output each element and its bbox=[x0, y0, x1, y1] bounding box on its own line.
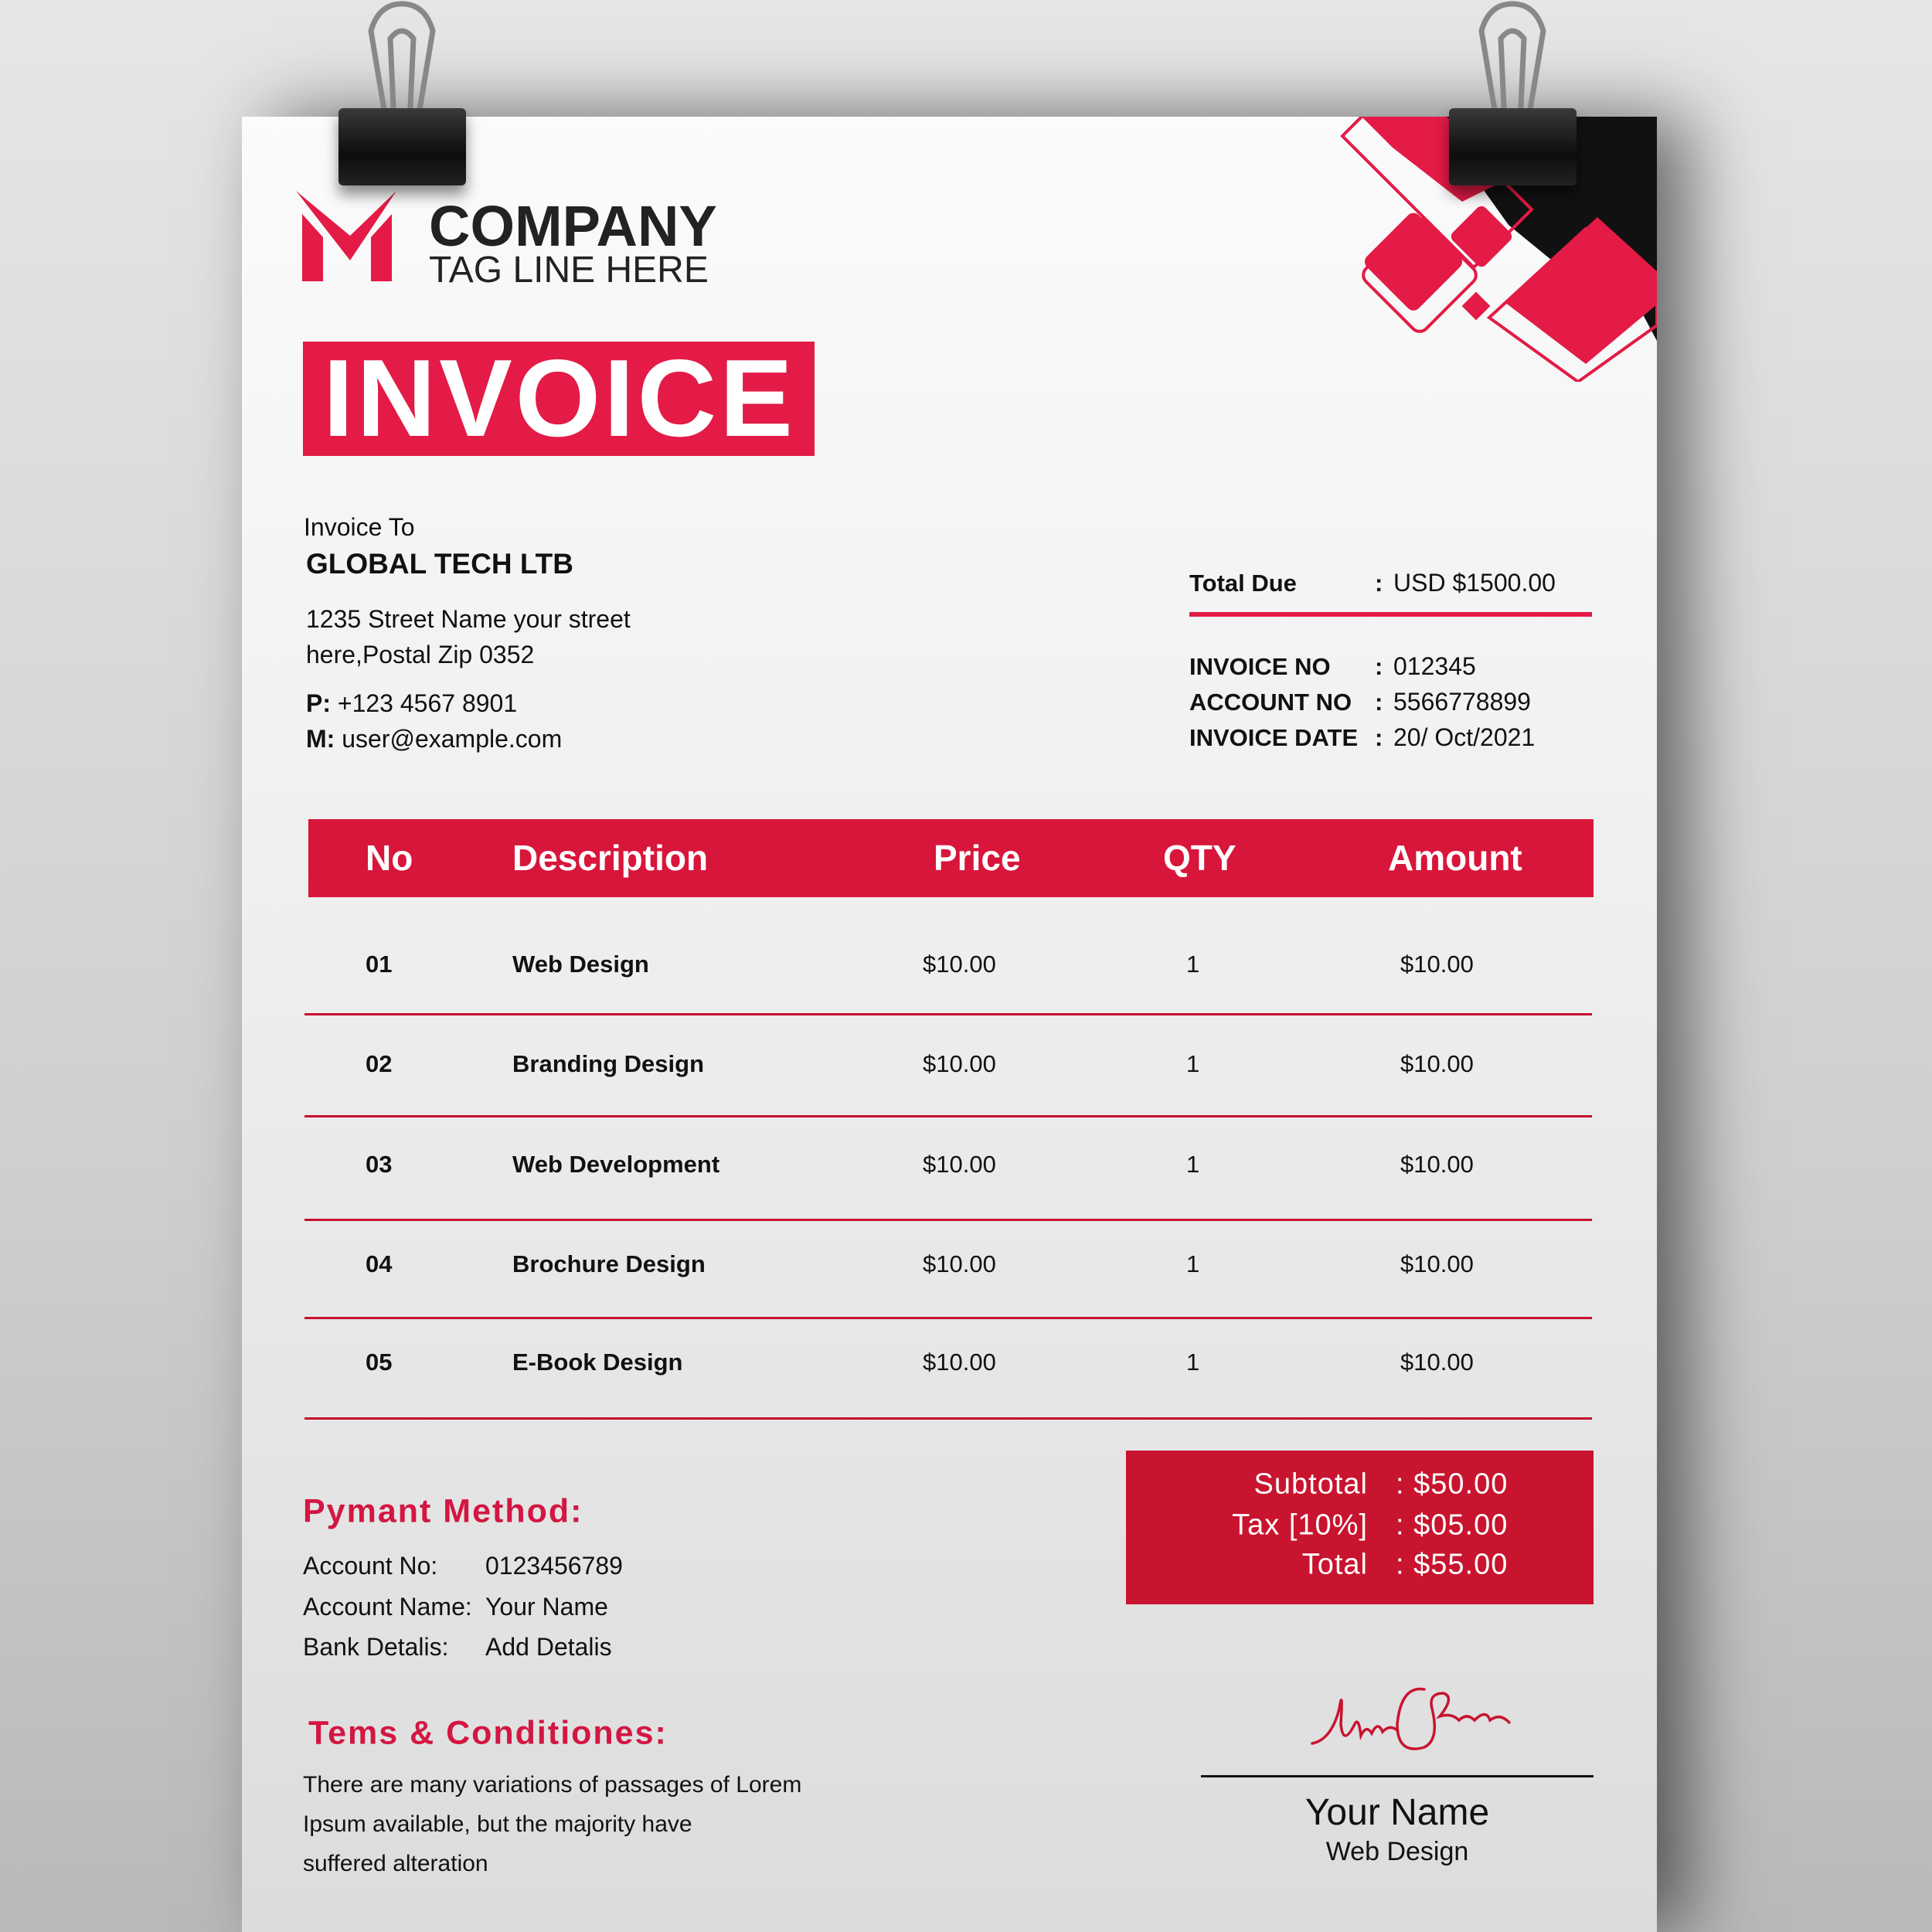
row-divider bbox=[304, 1115, 1592, 1117]
row-amount: $10.00 bbox=[1400, 1151, 1474, 1178]
row-description: Web Development bbox=[512, 1151, 720, 1178]
company-tagline: TAG LINE HERE bbox=[429, 250, 709, 291]
invoice-date-label: INVOICE DATE bbox=[1189, 724, 1359, 751]
client-phone bbox=[306, 689, 517, 718]
total-due-underline bbox=[1189, 612, 1592, 617]
row-divider bbox=[304, 1013, 1592, 1015]
email-label: M: bbox=[306, 725, 335, 753]
terms-title: Tems & Conditiones: bbox=[308, 1714, 668, 1752]
clip-wire-icon bbox=[1466, 0, 1559, 124]
company-name: COMPANY bbox=[429, 194, 717, 258]
tax-label: Tax [10%] bbox=[1232, 1509, 1368, 1542]
phone-label: P: bbox=[306, 689, 331, 717]
row-qty: 1 bbox=[1186, 1151, 1200, 1178]
row-number: 03 bbox=[366, 1151, 393, 1178]
payment-account-no-label: Account No: bbox=[303, 1552, 438, 1580]
row-number: 05 bbox=[366, 1349, 393, 1376]
colon: : bbox=[1375, 570, 1383, 597]
phone-value: +123 4567 8901 bbox=[337, 689, 518, 717]
payment-account-name-label: Account Name: bbox=[303, 1593, 472, 1621]
total-due-value: USD $1500.00 bbox=[1393, 569, 1556, 597]
subtotal-value: : $50.00 bbox=[1396, 1468, 1509, 1501]
client-address-2: here,Postal Zip 0352 bbox=[306, 641, 535, 668]
row-price: $10.00 bbox=[923, 1151, 996, 1178]
signature-image bbox=[1308, 1678, 1517, 1763]
column-header-no: No bbox=[366, 838, 413, 878]
client-address-1: 1235 Street Name your street bbox=[306, 605, 631, 633]
row-number: 04 bbox=[366, 1250, 393, 1277]
total-due-label: Total Due bbox=[1189, 570, 1297, 597]
row-qty: 1 bbox=[1186, 1250, 1200, 1277]
row-amount: $10.00 bbox=[1400, 1250, 1474, 1277]
subtotal-label: Subtotal bbox=[1253, 1468, 1368, 1501]
invoice-date-value: 20/ Oct/2021 bbox=[1393, 723, 1536, 751]
signer-role: Web Design bbox=[1325, 1837, 1469, 1866]
invoice-paper bbox=[242, 117, 1657, 1932]
column-header-price: Price bbox=[934, 838, 1021, 878]
row-description: Web Design bbox=[512, 951, 649, 978]
terms-line: Ipsum available, but the majority have bbox=[303, 1811, 692, 1837]
invoice-title: INVOICE bbox=[303, 342, 815, 456]
column-header-description: Description bbox=[512, 838, 709, 878]
row-number: 02 bbox=[366, 1050, 393, 1077]
invoice-no-label: INVOICE NO bbox=[1189, 653, 1331, 680]
tax-value: : $05.00 bbox=[1396, 1509, 1509, 1542]
terms-line: suffered alteration bbox=[303, 1851, 488, 1876]
row-qty: 1 bbox=[1186, 951, 1200, 978]
row-price: $10.00 bbox=[923, 1050, 996, 1077]
client-name: GLOBAL TECH LTB bbox=[306, 548, 573, 580]
row-description: Brochure Design bbox=[512, 1250, 706, 1277]
signer-name: Your Name bbox=[1304, 1792, 1490, 1833]
total-label: Total bbox=[1301, 1548, 1368, 1581]
row-qty: 1 bbox=[1186, 1349, 1200, 1376]
row-description: E-Book Design bbox=[512, 1349, 683, 1376]
signature-line bbox=[1201, 1775, 1594, 1777]
invoice-to-label: Invoice To bbox=[304, 513, 415, 541]
row-amount: $10.00 bbox=[1400, 1050, 1474, 1077]
payment-account-name-value: Your Name bbox=[485, 1593, 608, 1621]
row-price: $10.00 bbox=[923, 1250, 996, 1277]
company-logo-icon bbox=[296, 191, 396, 281]
row-divider bbox=[304, 1417, 1592, 1420]
row-price: $10.00 bbox=[923, 951, 996, 978]
client-email bbox=[306, 725, 562, 753]
payment-bank-label: Bank Detalis: bbox=[303, 1633, 449, 1661]
row-qty: 1 bbox=[1186, 1050, 1200, 1077]
row-divider bbox=[304, 1219, 1592, 1221]
email-value: user@example.com bbox=[342, 725, 563, 753]
row-amount: $10.00 bbox=[1400, 1349, 1474, 1376]
colon: : bbox=[1375, 689, 1383, 716]
row-divider bbox=[304, 1317, 1592, 1319]
row-price: $10.00 bbox=[923, 1349, 996, 1376]
column-header-qty: QTY bbox=[1163, 838, 1236, 878]
row-amount: $10.00 bbox=[1400, 951, 1474, 978]
payment-account-no-value: 0123456789 bbox=[485, 1552, 623, 1580]
row-description: Branding Design bbox=[512, 1050, 705, 1077]
account-no-value: 5566778899 bbox=[1393, 688, 1531, 716]
total-value: : $55.00 bbox=[1396, 1548, 1509, 1581]
terms-line: There are many variations of passages of Lorem bbox=[303, 1772, 802, 1798]
colon: : bbox=[1375, 724, 1383, 751]
clip-wire-icon bbox=[355, 0, 448, 124]
column-header-amount: Amount bbox=[1388, 838, 1522, 878]
row-number: 01 bbox=[366, 951, 393, 978]
colon: : bbox=[1375, 653, 1383, 680]
account-no-label: ACCOUNT NO bbox=[1189, 689, 1352, 716]
payment-method-title: Pymant Method: bbox=[303, 1492, 583, 1530]
invoice-no-value: 012345 bbox=[1393, 652, 1476, 680]
payment-bank-value: Add Detalis bbox=[485, 1633, 612, 1661]
